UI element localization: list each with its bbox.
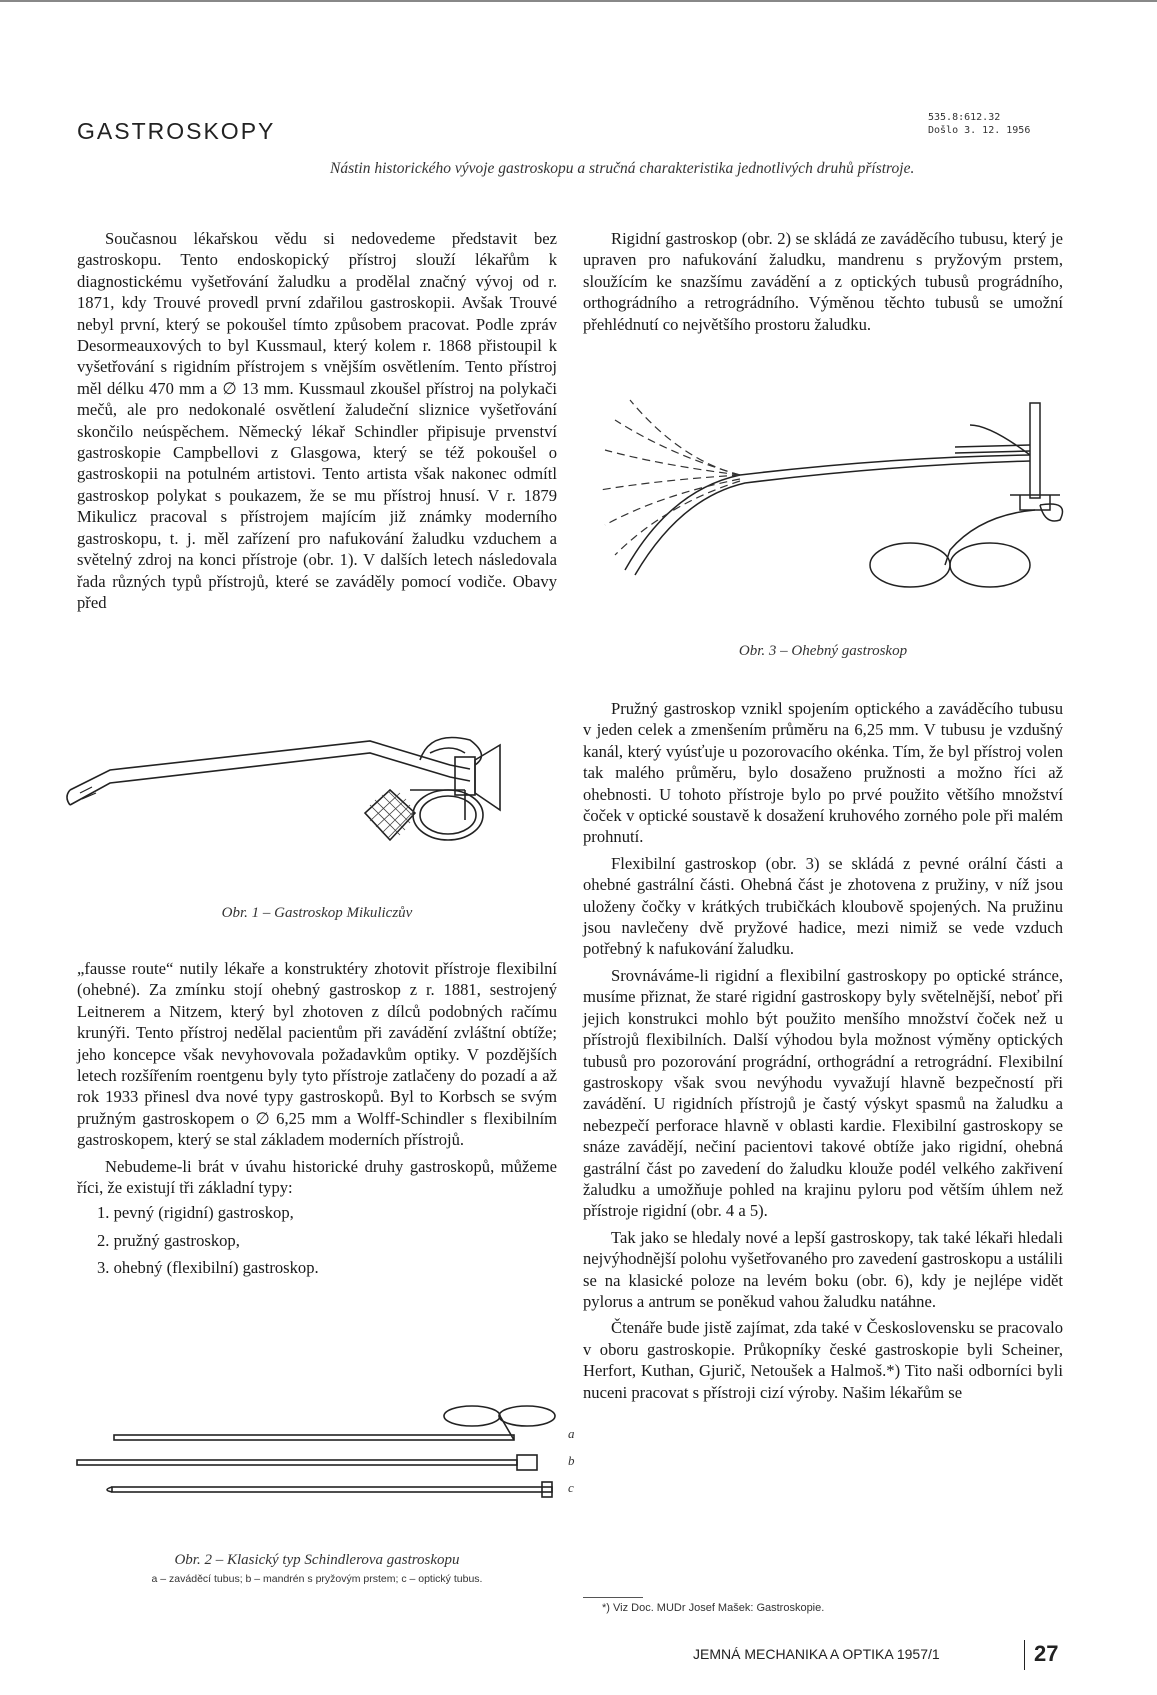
gastroscope-types-list: [97, 1202, 557, 1278]
paragraph: Čtenáře bude jistě zajímat, zda také v Československu se pracovalo v oboru gastroskopie. Průkopníky české gastroskopie byli Scheiner, Herfort, Kuthan, Gjurič, Netoušek a Halmoš.*) Tito naši odborníci byli nuceni pracovat s přístroji cizí výroby. Našim lékařům se: [583, 1318, 1063, 1402]
figure-1-mikulicz-gastroscope: [70, 735, 540, 895]
figure-2-caption: Obr. 2 – Klasický typ Schindlerova gastroskopu: [174, 1552, 460, 1568]
right-column-text-1: [583, 228, 1063, 335]
udc-code: 535.8:612.32: [928, 112, 1001, 123]
page-number: 27: [1034, 1641, 1059, 1666]
paragraph: Flexibilní gastroskop (obr. 3) se skládá z pevné orální části a ohebné gastrální části. Ohebná část je zhotovena z pružiny, v níž jsou uloženy čočky v krátkých trubičkách kloubově spojených. Na pružinu jsou navlečeny dvě pryžové hadice, mezi nimiž se vede vzduch potřebný k nafukování žaludku.: [583, 853, 1063, 959]
figure-2-label-a: a: [568, 1426, 575, 1441]
list-item: 3. ohebný (flexibilní) gastroskop.: [97, 1258, 319, 1278]
figure-2-legend: a – zaváděcí tubus; b – mandrén s pryžovým prstem; c – optický tubus.: [151, 1573, 483, 1585]
footer-divider: [1024, 1640, 1025, 1670]
paragraph: Nebudeme-li brát v úvahu historické druhy gastroskopů, můžeme říci, že existují tři základní typy:: [77, 1156, 557, 1198]
figure-1-caption: Obr. 1 – Gastroskop Mikuliczův: [221, 905, 413, 921]
paragraph: Pružný gastroskop vznikl spojením optického a zaváděcího tubusu v jeden celek a zmenšením průměru na 6,25 mm. V tubusu je vzdušný kanál, který vyúsťuje u pozorovacího okénka. Tím, že byl přístroj volen tak malého průměru, bylo dosaženo pružnosti a možno říci až ohebnosti. U tohoto přístroje bylo po prvé použito většího množství čoček v optické soustavě k dosažení kruhového zorného pole při malém prohnutí.: [583, 699, 1063, 847]
list-item: 1. pevný (rigidní) gastroskop,: [97, 1203, 294, 1223]
paragraph: Srovnáváme-li rigidní a flexibilní gastroskopy po optické stránce, musíme přiznat, že staré rigidní gastroskopy byly světelnější, neboť při jejich konstrukci mohlo být použito menšího množství čoček než u přístrojů flexibilních. Další výhodou byla možnost výměny optických tubusů pro pozorování prográdní, orthográdní a retrográdní. Flexibilní gastroskopy však svou nevýhodu vyvažují hlavně bezpečností při zavádění. U rigidních přístrojů je častý výskyt spasmů na žaludku a nebezpečí perforace hlavně v oblasti kardie. Flexibilní gastroskopy se snáze zavádějí, nečiní pacientovi takové obtíže jako rigidní, ohebná gastrální část po zavedení do žaludku klouže podél velkého zakřivení žaludku a umožňuje pohled na krajinu pyloru pod větším úhlem než přístroje rigidní (obr. 4 a 5).: [583, 965, 1063, 1221]
list-item: 2. pružný gastroskop,: [97, 1230, 240, 1250]
figure-3-flexible-gastroscope: [590, 395, 1060, 630]
paragraph: Rigidní gastroskop (obr. 2) se skládá ze zaváděcího tubusu, který je upraven pro nafukování žaludku, mandrenu s pryžovým prstem, sloužícím ke snazšímu zavádění a z optických tubusů prográdního, orthográdního a retrográdního. Výměnou těchto tubusů se umožní přehlédnutí co největšího prostoru žaludku.: [583, 229, 1063, 334]
paragraph: Současnou lékařskou vědu si nedovedeme představit bez gastroskopu. Tento endoskopický přístroj slouží lékařům k diagnostickému vyšetřování žaludku a prodělal značný vývoj od r. 1871, kdy Trouvé provedl první zdařilou gastroskopii. Avšak Trouvé nebyl první, který se pokoušel tímto způsobem pracovat. Podle zpráv Desormeauxových to byl Kussmaul, který kolem r. 1868 přistoupil k vyšetřování s rigidním přístrojem s vnějším osvětlením. Tento přístroj měl délku 470 mm a ∅ 13 mm. Kussmaul zkoušel přístroj na polykači mečů, ale pro nedokonalé osvětlení žaludeční sliznice vyšetřování skončilo neúspěchem. Německý lékař Schindler připisuje prvenství gastroskopie Campbellovi z Glasgowa, který se též pokoušel o gastroskopii na potulném artistovi. Tento artista však nakonec odmítl gastroskop polykat s poukazem, že se mu přístroj hnusí. V r. 1879 Mikulicz pracoval s přístrojem majícím již známky moderního gastroskopu, t. j. měl zařízení pro nafukování žaludku vzduchem a světelný zdroj na konci přístroje (obr. 1). V dalších letech následovala řada různých typů přístrojů, které se zaváděly pomocí vodiče. Obavy před: [77, 229, 557, 612]
figure-2-label-b: b: [568, 1453, 575, 1468]
article-subtitle: Nástin historického vývoje gastroskopu a stručná charakteristika jednotlivých druhů přístroje.: [330, 160, 915, 177]
article-title: GASTROSKOPY: [77, 118, 276, 144]
received-date: Došlo 3. 12. 1956: [928, 125, 1031, 136]
top-rule: [0, 0, 1157, 2]
journal-footer: JEMNÁ MECHANIKA A OPTIKA 1957/1: [693, 1646, 940, 1662]
right-column-text-2: [583, 698, 1063, 1403]
footnote-rule: [583, 1597, 643, 1598]
paragraph: „fausse route“ nutily lékaře a konstruktéry zhotovit přístroje flexibilní (ohebné). Za zmínku stojí ohebný gastroskop z r. 1881, sestrojený Leitnerem a Nitzem, který byl zhotoven z dílců podobných račímu krunýři. Tento přístroj nedělal pacientům při zavádění zvláštní obtíže; jeho koncepce však nevyhovovala požadavkům optiky. V pozdějších letech rozšířením roentgenu byly tyto přístroje zatlačeny do pozadí a až rok 1933 přinesl dva nové typy gastroskopů. Byl to Korbsch se svým pružným gastroskopem o ∅ 6,25 mm a Wolff-Schindler s flexibilním gastroskopem, který se stal základem moderních přístrojů.: [77, 959, 557, 1150]
left-column-text-1: [77, 228, 557, 613]
figure-2-label-c: c: [568, 1480, 574, 1495]
figure-2-schindler-gastroscope: [72, 1400, 575, 1525]
footnote: *) Viz Doc. MUDr Josef Mašek: Gastroskopie.: [602, 1602, 825, 1614]
left-column-text-2: [77, 958, 557, 1285]
figure-3-caption: Obr. 3 – Ohebný gastroskop: [738, 643, 908, 659]
classification-block: [928, 111, 1030, 137]
paragraph: Tak jako se hledaly nové a lepší gastroskopy, tak také lékaři hledali nejvýhodnější polohu vyšetřovaného pro zavedení gastroskopu a ustálili se na klasické poloze na levém boku (obr. 6), kdy je nejlépe vidět pylorus a antrum se poněkud vahou žaludku natáhne.: [583, 1227, 1063, 1311]
